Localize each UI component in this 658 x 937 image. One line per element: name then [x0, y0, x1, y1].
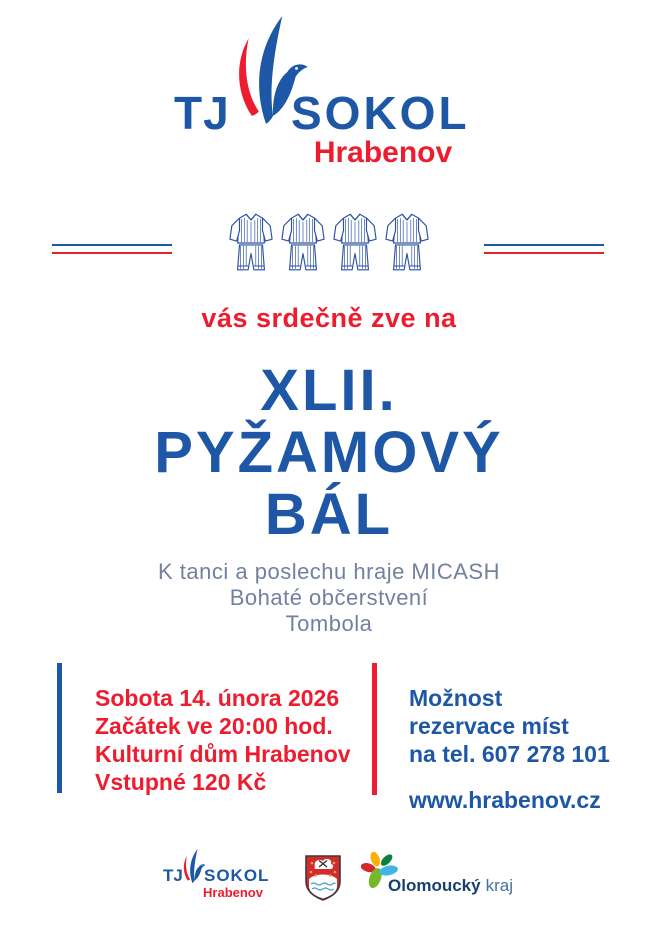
reservation-phone: na tel. 607 278 101	[409, 741, 610, 767]
reservation-accent-bar	[372, 663, 377, 795]
event-date: Sobota 14. února 2026	[95, 685, 340, 711]
title-line-2: PYŽAMOVÝ	[154, 420, 504, 485]
pajama-icon	[332, 210, 378, 276]
pajama-icon	[228, 210, 274, 276]
event-price: Vstupné 120 Kč	[95, 769, 267, 795]
event-venue: Kulturní dům Hrabenov	[95, 741, 351, 767]
logo-tj-text: TJ	[174, 87, 230, 139]
event-subtitle	[0, 559, 658, 637]
subtitle-line-2: Bohaté občerstvení	[229, 585, 429, 610]
subtitle-line-3: Tombola	[285, 611, 373, 636]
title-line-3: BÁL	[264, 482, 394, 547]
hrabenov-coat-of-arms-icon	[303, 853, 343, 903]
pajama-row	[0, 210, 658, 276]
event-title	[0, 360, 658, 546]
footer-logo-tj-text: TJ	[163, 866, 183, 885]
tagline: vás srdečně zve na	[201, 303, 457, 333]
logo-sokol-text: SOKOL	[291, 87, 470, 139]
region-name-regular: kraj	[485, 876, 513, 895]
region-name-bold: Olomoucký	[388, 876, 481, 895]
website-url: www.hrabenov.cz	[409, 787, 601, 813]
event-info-block	[95, 684, 351, 796]
footer-logo-town-text: Hrabenov	[203, 885, 263, 900]
reservation-block	[409, 684, 610, 814]
reservation-line-1: Možnost	[409, 685, 503, 711]
logo-town-text: Hrabenov	[313, 136, 453, 169]
reservation-line-2: rezervace míst	[409, 713, 569, 739]
region-logo-text	[388, 877, 513, 894]
event-time: Začátek ve 20:00 hod.	[95, 713, 333, 739]
pajama-icon	[384, 210, 430, 276]
event-info-accent-bar	[57, 663, 62, 793]
pajama-icon	[280, 210, 326, 276]
footer-sokol-falcon-icon	[180, 849, 206, 885]
footer-logo-sokol-text: SOKOL	[204, 866, 270, 885]
subtitle-line-1: K tanci a poslechu hraje MICASH	[158, 559, 500, 584]
title-line-1: XLII.	[260, 358, 398, 423]
